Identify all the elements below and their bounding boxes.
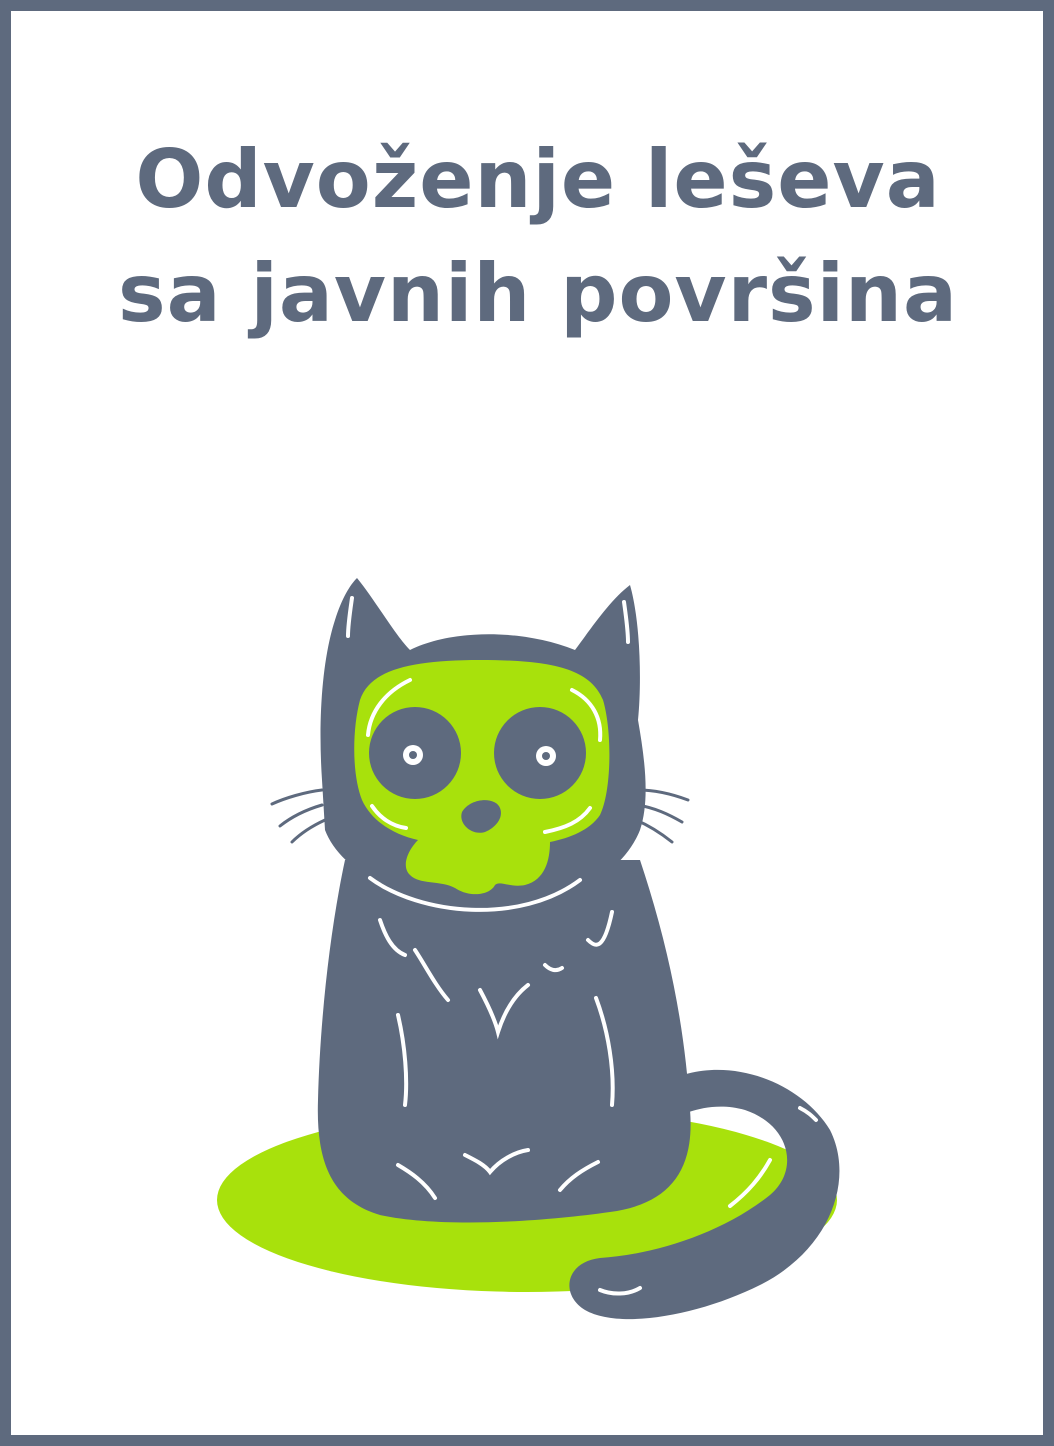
- whisker-right-2: [638, 805, 682, 822]
- left-pupil: [409, 751, 417, 759]
- whisker-left-3: [292, 820, 325, 842]
- whisker-left-1: [272, 790, 322, 804]
- title-line-1: Odvoženje leševa: [135, 133, 941, 226]
- title-line-2: sa javnih površina: [118, 247, 958, 340]
- cat-body: [318, 860, 691, 1222]
- right-pupil: [542, 752, 550, 760]
- whisker-right-3: [636, 820, 672, 842]
- whisker-left-2: [280, 805, 322, 826]
